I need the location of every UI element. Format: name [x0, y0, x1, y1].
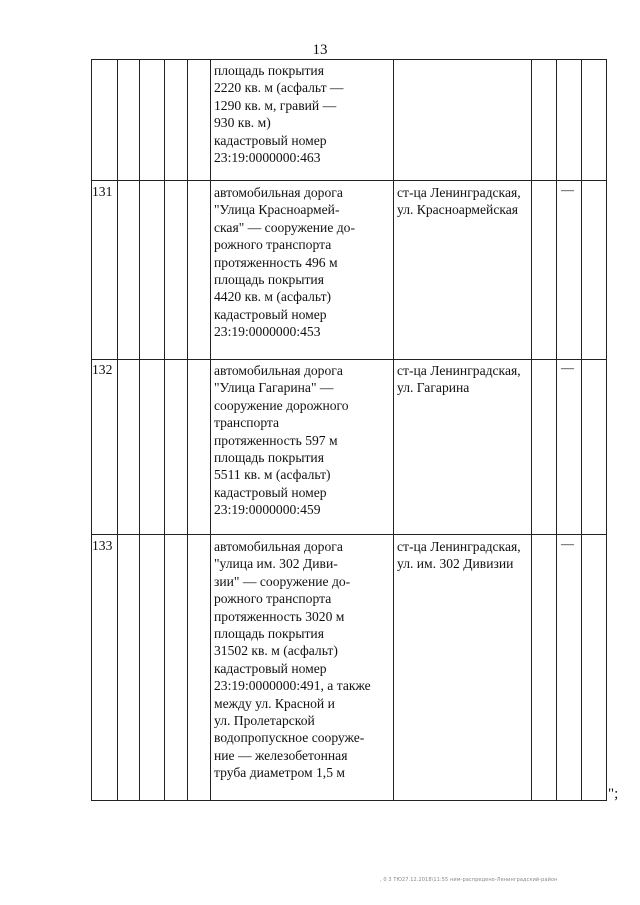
column-divider [581, 59, 582, 801]
page-number: 13 [312, 42, 328, 58]
object-description: площадь покрытия 2220 кв. м (асфальт — 1290 кв. м, гравий — 930 кв. м) кадастровый номер 23:19:0000000:463 [214, 63, 344, 166]
object-address: ст-ца Ленинградская, ул. Красноармейская [397, 185, 521, 218]
column-divider [393, 59, 394, 801]
row-number: 131 [92, 184, 113, 199]
row-divider [91, 534, 607, 535]
column-divider [91, 59, 92, 801]
object-description: автомобильная дорога "улица им. 302 Диви- зии" — сооружение до- рожного транспорта протяженность 3020 м площадь покрытия 31502 кв. м (асфальт) кадастровый номер 23:19:0000000:491, а также между ул. Красной и ул. Пролетарской водопропускное сооруже- ние — железобетонная труба диаметром 1,5 м [214, 539, 371, 781]
row-number: 133 [92, 538, 113, 553]
closing-quote: "; [608, 786, 619, 802]
column-divider [187, 59, 188, 801]
object-description: автомобильная дорога "Улица Гагарина" — сооружение дорожного транспорта протяженность 597 м площадь покрытия 5511 кв. м (асфальт) кадастровый номер 23:19:0000000:459 [214, 363, 349, 518]
object-description: автомобильная дорога "Улица Красноармей- ская" — сооружение до- рожного транспорта протяженность 496 м площадь покрытия 4420 кв. м (асфальт) кадастровый номер 23:19:0000000:453 [214, 185, 355, 340]
row-number: 132 [92, 362, 113, 377]
object-address: ст-ца Ленинградская, ул. Гагарина [397, 363, 521, 396]
empty-value-dash: — [561, 182, 574, 197]
column-divider [556, 59, 557, 801]
object-address: ст-ца Ленинградская, ул. им. 302 Дивизии [397, 539, 521, 572]
column-divider [117, 59, 118, 801]
column-divider [210, 59, 211, 801]
column-divider [164, 59, 165, 801]
row-divider [91, 180, 607, 181]
document-stamp: , 0 3 ТЮ27.12.2018\11:55 ним-распредено-Ленинградский-район [380, 877, 558, 883]
row-divider [91, 800, 607, 801]
empty-value-dash: — [561, 360, 574, 375]
column-divider [139, 59, 140, 801]
row-divider [91, 359, 607, 360]
row-divider [91, 59, 607, 60]
column-divider [606, 59, 607, 801]
empty-value-dash: — [561, 536, 574, 551]
column-divider [531, 59, 532, 801]
